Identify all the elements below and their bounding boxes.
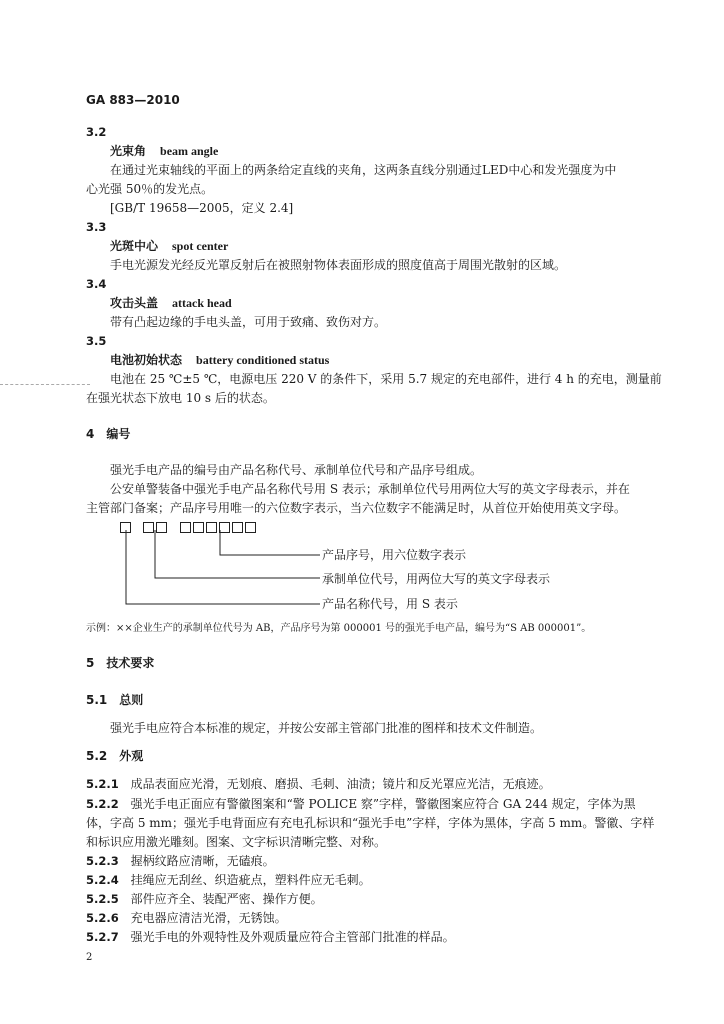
- item-number: 5.2.6: [86, 911, 119, 925]
- item-5-2-3: [86, 853, 275, 869]
- page-number: 2: [86, 952, 93, 963]
- item-text: 挂绳应无刮丝、织造疵点，塑料件应无毛刺。: [130, 873, 371, 887]
- label-name-code: 产品名称代号，用 S 表示: [322, 597, 458, 611]
- item-number: 5.2.3: [86, 854, 119, 868]
- leader-line-unit: [155, 530, 320, 578]
- term-en: battery conditioned status: [196, 353, 330, 367]
- label-unit-code: 承制单位代号，用两位大写的英文字母表示: [322, 572, 551, 586]
- item-number: 5.2.1: [86, 777, 119, 791]
- section-4-paragraph-2-line2: 主管部门备案；产品序号用唯一的六位数字表示，当六位数字不能满足时，从首位开始使用英文字母。: [86, 501, 627, 515]
- item-5-2-2-line1: [86, 796, 636, 812]
- numbering-example: 示例：××企业生产的承制单位代号为 AB，产品序号为第 000001 号的强光手电产品，编号为“S AB 000001”。: [86, 623, 592, 634]
- clause-3-5-number: 3.5: [86, 334, 107, 348]
- clause-3-2-definition-line1: 在通过光束轴线的平面上的两条给定直线的夹角，这两条直线分别通过LED中心和发光强度为中: [110, 163, 617, 177]
- section-5-2-heading: 5.2 外观: [86, 749, 144, 763]
- item-number: 5.2.7: [86, 930, 119, 944]
- item-5-2-2-line3: 和标识应用激光雕刻。图案、文字标识清晰完整、对称。: [86, 835, 387, 849]
- item-text: 充电器应清洁光滑，无锈蚀。: [130, 911, 287, 925]
- term-cn: 电池初始状态: [110, 353, 183, 367]
- clause-3-3-number: 3.3: [86, 220, 107, 234]
- item-text: 强光手电的外观特性及外观质量应符合主管部门批准的样品。: [130, 930, 455, 944]
- term-cn: 光斑中心: [110, 239, 159, 253]
- clause-3-5-definition-line2: 在强光状态下放电 10 s 后的状态。: [86, 391, 275, 405]
- section-4-paragraph-1: 强光手电产品的编号由产品名称代号、承制单位代号和产品序号组成。: [110, 463, 483, 477]
- section-4-paragraph-2-line1: 公安单警装备中强光手电产品名称代号用 S 表示；承制单位代号用两位大写的英文字母表示，并在: [110, 482, 630, 496]
- item-5-2-6: [86, 910, 287, 926]
- section-5-1-heading: 5.1 总则: [86, 693, 144, 707]
- section-4-heading: 4 编号: [86, 427, 131, 441]
- term-cn: 光束角: [110, 144, 147, 158]
- item-5-2-7: [86, 929, 455, 945]
- term-en: attack head: [172, 296, 232, 310]
- clause-3-2-reference: [GB/T 19658—2005，定义 2.4]: [110, 201, 294, 215]
- section-5-1-paragraph: 强光手电应符合本标准的规定，并按公安部主管部门批准的图样和技术文件制造。: [110, 721, 543, 735]
- item-5-2-1: [86, 776, 551, 792]
- item-text: 部件应齐全、装配严密、操作方便。: [130, 892, 323, 906]
- standard-number-header: GA 883—2010: [86, 93, 180, 107]
- item-5-2-4: [86, 872, 371, 888]
- item-text: 成品表面应光滑，无划痕、磨损、毛刺、油渍；镜片和反光罩应光洁，无痕迹。: [130, 777, 551, 791]
- clause-3-2-number: 3.2: [86, 125, 107, 139]
- item-number: 5.2.2: [86, 797, 119, 811]
- clause-3-5-definition-line1: 电池在 25 ℃±5 ℃，电源电压 220 V 的条件下，采用 5.7 规定的充电部件，进行 4 h 的充电，测量前: [110, 372, 662, 386]
- item-text: 强光手电正面应有警徽图案和“警 POLICE 察”字样，警徽图案应符合 GA 244 规定，字体为黑: [130, 797, 636, 811]
- clause-3-4-definition: 带有凸起边缘的手电头盖，可用于致痛、致伤对方。: [110, 315, 387, 329]
- clause-3-3-definition: 手电光源发光经反光罩反射后在被照射物体表面形成的照度值高于周围光散射的区域。: [110, 258, 567, 272]
- term-cn: 攻击头盖: [110, 296, 159, 310]
- clause-3-4-number: 3.4: [86, 277, 107, 291]
- item-5-2-2-line2: 体，字高 5 mm；强光手电背面应有充电孔标识和“强光手电”字样，字体为黑体，字高 5 mm。警徽、字样: [86, 816, 655, 830]
- clause-3-2-definition-line2: 心光强 50％的发光点。: [86, 182, 214, 196]
- label-serial-number: 产品序号，用六位数字表示: [322, 548, 467, 562]
- item-5-2-5: [86, 891, 323, 907]
- item-number: 5.2.4: [86, 873, 119, 887]
- term-en: beam angle: [160, 144, 219, 158]
- item-number: 5.2.5: [86, 892, 119, 906]
- leader-line-serial: [220, 530, 320, 555]
- item-text: 握柄纹路应清晰，无磕痕。: [130, 854, 275, 868]
- section-5-heading: 5 技术要求: [86, 656, 155, 670]
- term-en: spot center: [172, 239, 229, 253]
